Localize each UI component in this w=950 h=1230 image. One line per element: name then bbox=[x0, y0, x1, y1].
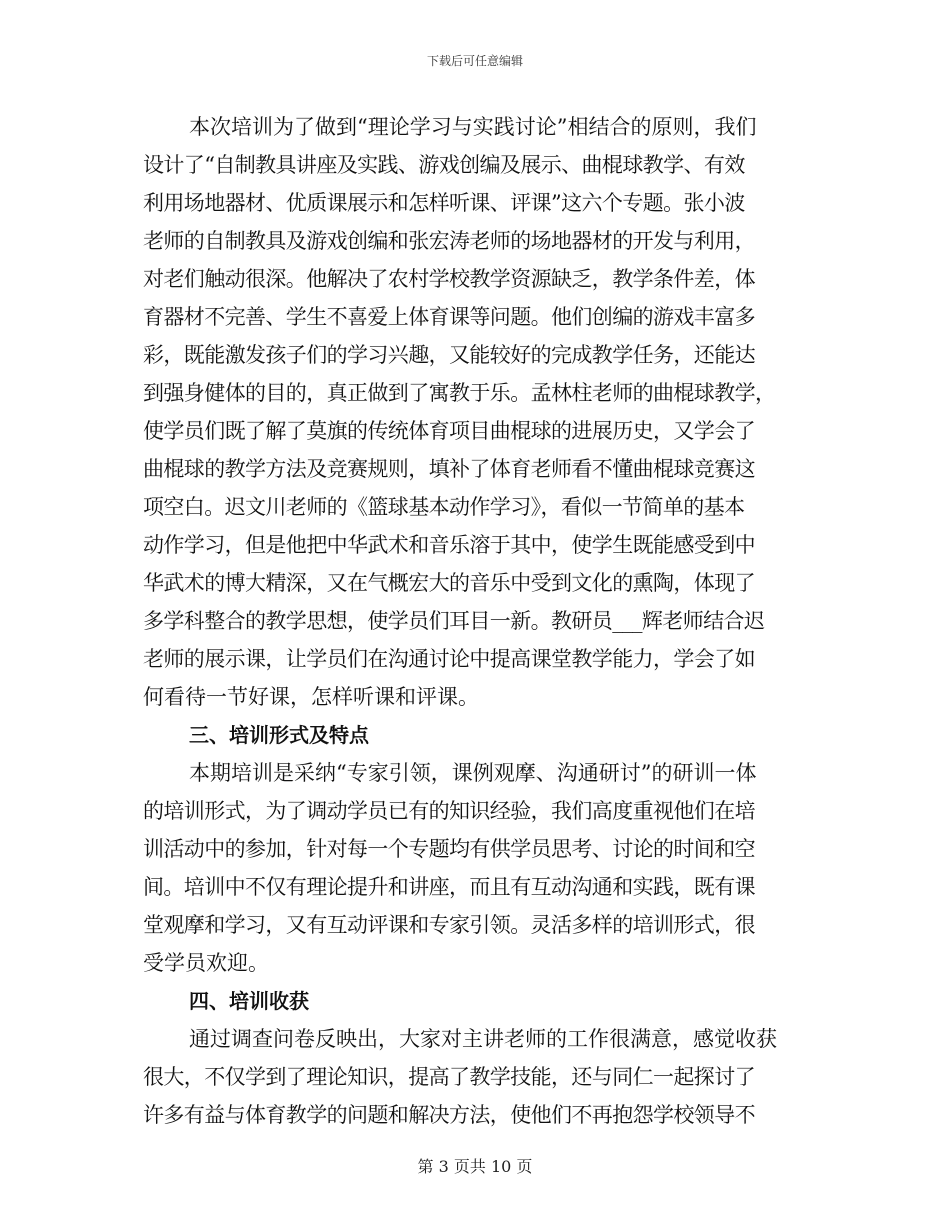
paragraph-line: 老师的展示课，让学员们在沟通讨论中提高课堂教学能力，学会了如 bbox=[143, 647, 755, 671]
paragraph-line: 育器材不完善、学生不喜爱上体育课等问题。他们创编的游戏丰富多 bbox=[143, 305, 755, 329]
paragraph-line: 利用场地器材、优质课展示和怎样听课、评课”这六个专题。张小波 bbox=[143, 191, 745, 215]
paragraph-line: 到强身健体的目的，真正做到了寓教于乐。孟林柱老师的曲棍球教学， bbox=[143, 381, 776, 405]
paragraph-line: 许多有益与体育教学的问题和解决方法，使他们不再抱怨学校领导不 bbox=[143, 1103, 755, 1127]
paragraph-line: 本次培训为了做到“理论学习与实践讨论”相结合的原则，我们 bbox=[189, 115, 757, 139]
paragraph-line: 受学员欢迎。 bbox=[143, 951, 269, 975]
section-heading: 四、培训收获 bbox=[189, 989, 309, 1013]
paragraph-line: 项空白。迟文川老师的《篮球基本动作学习》，看似一节简单的基本 bbox=[143, 495, 745, 519]
paragraph-line: 对老们触动很深。他解决了农村学校教学资源缺乏，教学条件差，体 bbox=[143, 267, 755, 291]
paragraph-line: 间。培训中不仅有理论提升和讲座，而且有互动沟通和实践，既有课 bbox=[143, 875, 755, 899]
paragraph-line: 的培训形式，为了调动学员已有的知识经验，我们高度重视他们在培 bbox=[143, 799, 755, 823]
page-header-note: 下载后可任意编辑 bbox=[426, 54, 523, 68]
paragraph-line: 何看待一节好课，怎样听课和评课。 bbox=[143, 685, 479, 709]
paragraph-line: 很大，不仅学到了理论知识，提高了教学技能，还与同仁一起探讨了 bbox=[143, 1065, 755, 1089]
section-heading: 三、培训形式及特点 bbox=[189, 723, 369, 747]
paragraph-line: 多学科整合的教学思想，使学员们耳目一新。教研员___辉老师结合迟 bbox=[143, 609, 765, 633]
paragraph-line: 老师的自制教具及游戏创编和张宏涛老师的场地器材的开发与利用， bbox=[143, 229, 755, 253]
paragraph-line: 曲棍球的教学方法及竞赛规则，填补了体育老师看不懂曲棍球竞赛这 bbox=[143, 457, 755, 481]
document-body bbox=[143, 108, 799, 1134]
paragraph-line: 彩，既能激发孩子们的学习兴趣，又能较好的完成教学任务，还能达 bbox=[143, 343, 755, 367]
paragraph-line: 华武术的博大精深，又在气概宏大的音乐中受到文化的熏陶，体现了 bbox=[143, 571, 755, 595]
paragraph-line: 动作学习，但是他把中华武术和音乐溶于其中，使学生既能感受到中 bbox=[143, 533, 755, 557]
paragraph-line: 设计了“自制教具讲座及实践、游戏创编及展示、曲棍球教学、有效 bbox=[143, 153, 745, 177]
paragraph-line: 通过调查问卷反映出，大家对主讲老师的工作很满意，感觉收获 bbox=[189, 1027, 777, 1051]
paragraph-line: 堂观摩和学习，又有互动评课和专家引领。灵活多样的培训形式，很 bbox=[143, 913, 755, 937]
paragraph-line: 训活动中的参加，针对每一个专题均有供学员思考、讨论的时间和空 bbox=[143, 837, 755, 861]
paragraph-line: 使学员们既了解了莫旗的传统体育项目曲棍球的进展历史，又学会了 bbox=[143, 419, 755, 443]
paragraph-line: 本期培训是采纳“专家引领，课例观摩、沟通研讨”的研训一体 bbox=[189, 761, 757, 785]
page-number: 第 3 页共 10 页 bbox=[417, 1157, 533, 1176]
